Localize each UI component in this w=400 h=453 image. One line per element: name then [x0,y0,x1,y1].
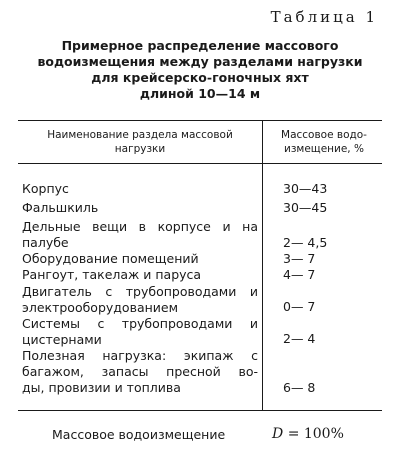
row-name-line: Оборудование помещений [22,251,199,266]
row-value-engine: 0— 7 [283,299,316,314]
row-name-systems [22,316,258,348]
total-label: Массовое водоизмещение [52,427,226,442]
caption-line: водоизмещения между разделами нагрузки [37,54,363,69]
row-value-payload: 6— 8 [283,380,316,395]
table-number: Таблица 1 [270,8,378,26]
table-bottom-rule [18,410,382,411]
row-name-line: Дельные вещи в корпусе и на [22,219,258,234]
row-name-payload [22,348,258,396]
header-rule [18,163,382,164]
header-line: нагрузки [114,143,166,155]
row-name-line: Рангоут, такелаж и паруса [22,267,202,282]
row-value-keel: 30—45 [283,200,328,215]
row-name-line: Двигатель с трубопроводами и [22,284,258,299]
table-top-rule [18,120,382,121]
total-percent: = 100% [287,426,344,442]
caption-line: Примерное распределение массового [61,38,339,53]
caption-line: длиной 10—14 м [139,86,261,101]
table-caption [0,38,400,102]
row-name-deck-fittings [22,219,258,251]
row-name-line: Корпус [22,181,69,196]
row-name-line: ды, провизии и топлива [22,380,181,395]
column-divider [262,121,263,411]
caption-line: для крейсерско-гоночных яхт [91,70,309,85]
row-value-hull: 30—43 [283,181,328,196]
row-name-rigging [22,267,258,283]
header-line: Наименование раздела массовой [47,129,233,141]
row-value-systems: 2— 4 [283,331,316,346]
row-name-interior [22,251,258,267]
total-symbol: D [272,426,284,442]
row-name-hull [22,181,258,197]
row-name-line: палубе [22,235,69,250]
column-header-value [264,128,384,156]
row-name-line: Системы с трубопроводами и [22,316,258,331]
column-header-name [22,128,258,156]
row-value-interior: 3— 7 [283,251,316,266]
row-name-line: электрооборудованием [22,300,179,315]
row-name-keel [22,200,258,216]
row-name-line: цистернами [22,332,102,347]
row-value-deck-fittings: 2— 4,5 [283,235,328,250]
row-value-rigging: 4— 7 [283,267,316,282]
header-line: Массовое водо- [281,129,367,141]
row-name-line: Фальшкиль [22,200,99,215]
total-value [272,426,344,442]
row-name-line: Полезная нагрузка: экипаж с [22,348,258,363]
row-name-engine [22,284,258,316]
header-line: измещение, % [284,143,364,155]
row-name-line: багажом, запасы пресной во- [22,364,258,379]
